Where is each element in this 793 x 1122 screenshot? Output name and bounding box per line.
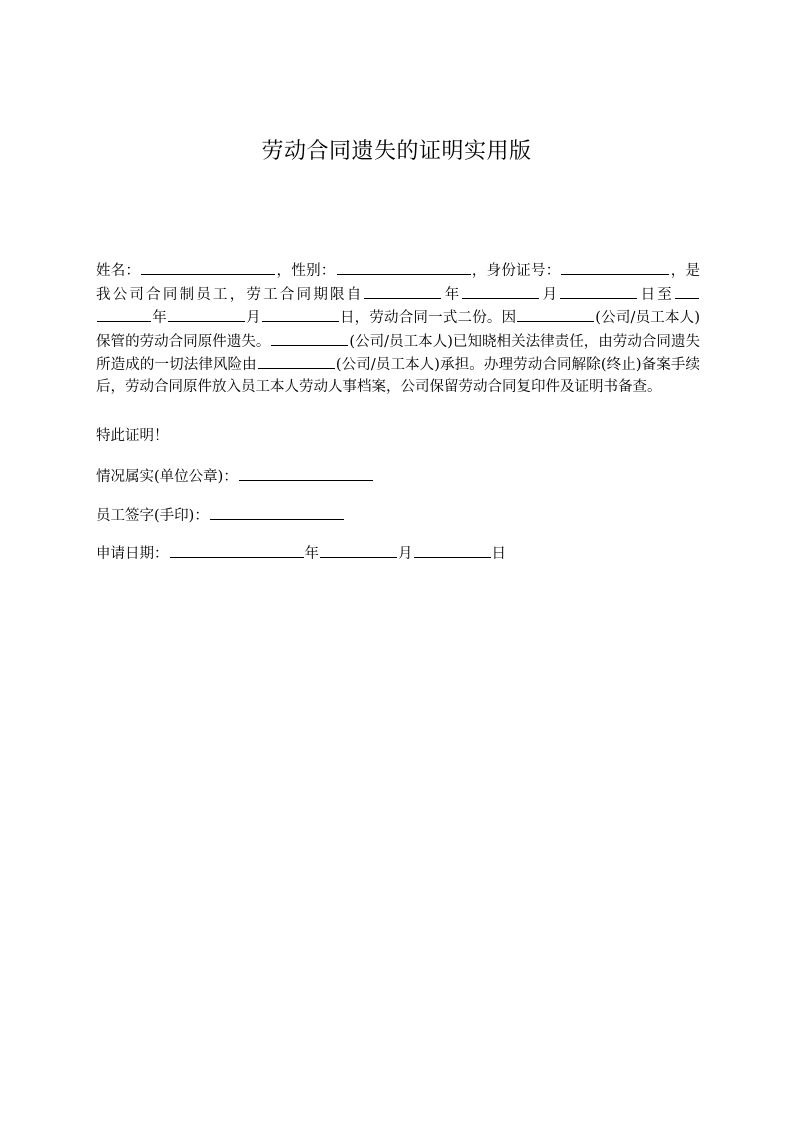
id-number-blank[interactable] (561, 259, 669, 275)
liability-text: (公司/员工本人)已知晓相关法律责任，由劳动合同遗失所造成的一切法律风险由 (96, 333, 700, 373)
start-month-blank[interactable] (462, 283, 539, 299)
date-year-blank[interactable] (170, 542, 304, 558)
date-year-label: 年 (304, 546, 319, 562)
month-label: 月 (540, 286, 560, 303)
gender-blank[interactable] (337, 259, 471, 275)
comma: ， (670, 263, 686, 279)
id-number-label: ，身份证号： (471, 263, 561, 279)
start-year-blank[interactable] (364, 283, 441, 299)
end-day-blank[interactable] (262, 306, 339, 322)
date-month-blank[interactable] (320, 542, 397, 558)
contract-term-text: 是我公司合同制员工，劳工合同期限自 (96, 263, 701, 303)
liable-party-blank[interactable] (258, 353, 335, 369)
gender-label: ，性别： (276, 263, 336, 279)
seal-label: 情况属实(单位公章)： (96, 469, 238, 485)
custodian-text: (公司/员工本人)保管的劳动合同原件遗失。 (96, 310, 701, 350)
name-blank[interactable] (141, 259, 275, 275)
statement-paragraph (96, 259, 700, 398)
acknowledging-party-blank[interactable] (271, 330, 348, 346)
end-year-blank[interactable] (97, 306, 151, 322)
name-label: 姓名： (96, 263, 141, 279)
date-day-label: 日 (491, 546, 506, 562)
custodian-blank[interactable] (517, 306, 594, 322)
certify-line: 特此证明！ (96, 428, 169, 444)
archive-text: (公司/员工本人)承担。办理劳动合同解除(终止)备案手续后，劳动合同原件放入员工本人劳动人事档案，公司保留劳动合同复印件及证明书备查。 (96, 357, 701, 395)
month-label: 月 (245, 310, 261, 326)
year-label: 年 (152, 310, 167, 326)
signature-label: 员工签字(手印)： (96, 508, 209, 524)
year-label: 年 (442, 286, 462, 303)
day-to-label: 日至 (638, 286, 675, 303)
start-day-blank[interactable] (560, 283, 637, 299)
signature-blank[interactable] (210, 504, 344, 520)
end-month-blank[interactable] (168, 306, 245, 322)
day-end-text: 日，劳动合同一式二份。因 (339, 310, 517, 326)
date-line (96, 542, 506, 566)
seal-line (96, 465, 374, 489)
date-day-blank[interactable] (414, 542, 491, 558)
date-label: 申请日期： (96, 546, 169, 562)
seal-blank[interactable] (239, 465, 373, 481)
end-year-blank-part1[interactable] (675, 283, 699, 299)
signature-line (96, 504, 345, 528)
date-month-label: 月 (398, 546, 413, 562)
document-title: 劳动合同遗失的证明实用版 (261, 139, 532, 164)
